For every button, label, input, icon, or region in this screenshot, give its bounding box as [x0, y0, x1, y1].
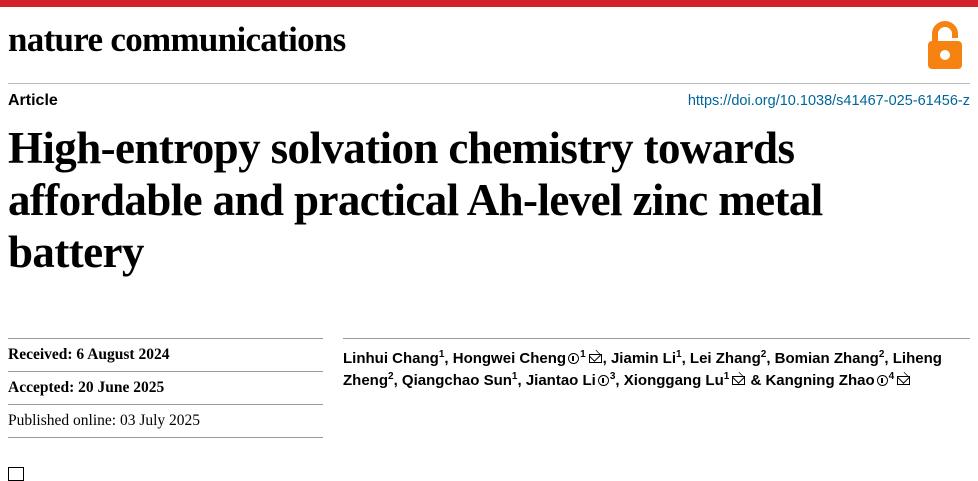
author-name[interactable]: Jiamin Li	[610, 350, 676, 367]
received-date: Received: 6 August 2024	[8, 338, 323, 371]
affiliation-marker[interactable]: 1	[438, 349, 445, 360]
author-list: Linhui Chang$^1$, Hongwei Cheng $^1$ , Jiamin Li$^1$, Lei Zhang$^2$, Bomian Zhang$^2$, Liheng Zheng$^2$, Qiangchao Sun$^1$, Jiantao Li $^3$, Xionggang Lu$^1$ & Kangning Zhao $^4$	[343, 338, 970, 451]
email-icon[interactable]	[897, 376, 910, 385]
page-title: High-entropy solvation chemistry towards affordable and practical Ah-level zinc metal battery	[8, 123, 823, 277]
article-type-row	[8, 84, 970, 118]
orcid-icon[interactable]	[598, 375, 609, 386]
affiliation-marker[interactable]: 1	[723, 370, 730, 382]
author-name[interactable]: Linhui Chang	[343, 350, 439, 367]
article-type-label: Article	[8, 92, 58, 109]
orcid-icon[interactable]	[877, 375, 888, 386]
accepted-date: Accepted: 20 June 2025	[8, 371, 323, 404]
author-name[interactable]: Jiantao Li	[525, 371, 596, 389]
masthead	[0, 7, 978, 83]
dates-column	[8, 338, 323, 451]
orcid-icon[interactable]	[568, 353, 579, 364]
brand-accent-bar	[0, 0, 978, 7]
affiliation-marker[interactable]: 1	[580, 349, 586, 360]
open-access-icon	[922, 19, 968, 71]
affiliation-marker[interactable]: 2	[878, 349, 885, 360]
journal-title: nature communications	[8, 20, 346, 59]
email-icon[interactable]	[732, 376, 745, 385]
affiliation-marker[interactable]: 1	[676, 349, 682, 360]
author-name[interactable]: Liheng Zheng	[343, 350, 942, 389]
affiliation-marker[interactable]: 4	[888, 370, 895, 382]
dates-bottom-divider	[8, 437, 323, 451]
affiliation-marker[interactable]: 2	[760, 349, 767, 360]
author-name[interactable]: Bomian Zhang	[774, 350, 879, 367]
published-date: Published online: 03 July 2025	[8, 404, 323, 437]
author-name[interactable]: Qiangchao Sun	[401, 371, 512, 389]
affiliation-marker[interactable]: 3	[609, 370, 616, 382]
author-name[interactable]: Xionggang Lu	[623, 371, 724, 389]
check-for-updates-icon[interactable]	[8, 467, 24, 481]
author-name[interactable]: Hongwei Cheng	[452, 350, 567, 367]
author-name[interactable]: Kangning Zhao	[765, 371, 875, 389]
affiliation-marker[interactable]: 2	[388, 370, 394, 382]
doi-link[interactable]: https://doi.org/10.1038/s41467-025-61456-z	[687, 93, 970, 109]
author-name[interactable]: Lei Zhang	[689, 350, 761, 367]
affiliation-marker[interactable]: 1	[511, 370, 518, 382]
email-icon[interactable]	[589, 354, 602, 363]
article-metadata	[8, 338, 970, 451]
